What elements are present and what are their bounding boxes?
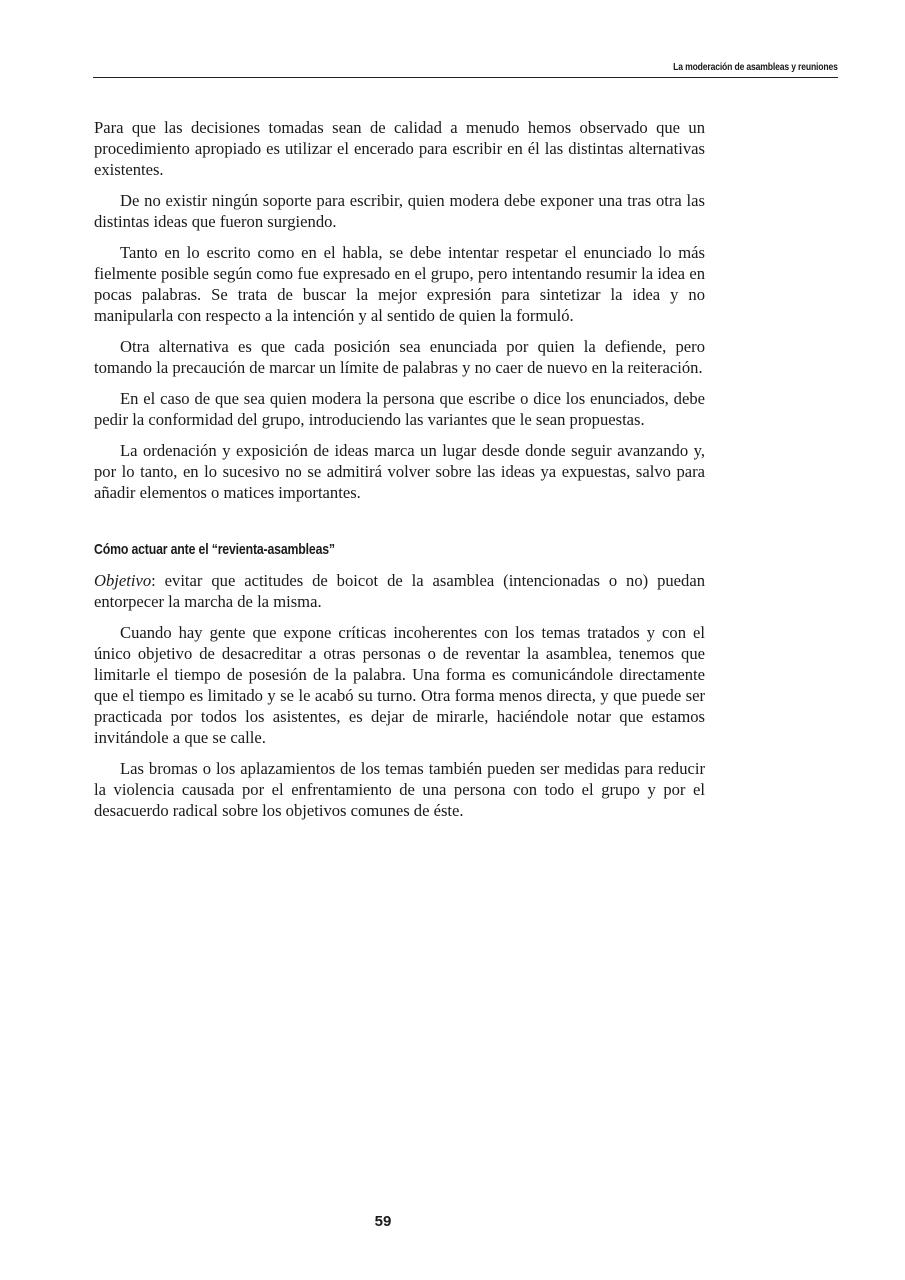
objective-label: Objetivo [94,571,152,590]
body-paragraph: Cuando hay gente que expone críticas incoherentes con los temas tratados y con el único objetivo de desacreditar a otras personas o de reventar la asamblea, tenemos que limitarle el tiempo de posesión de la palabra. Una forma es comunicándole directamente que el tiempo es limitado y se le acabó su turno. Otra forma menos directa, y que puede ser practicada por todos los asistentes, es dejar de mirarle, haciéndole notar que estamos invitándole a que se calle. [94,623,705,747]
body-paragraph: Para que las decisiones tomadas sean de calidad a menudo hemos observado que un procedimiento apropiado es utilizar el encerado para escribir en él las distintas alternativas existentes. [94,118,705,179]
page-number: 59 [374,1213,392,1230]
running-header-title: La moderación de asambleas y reuniones [673,61,838,73]
running-header [93,59,838,78]
objective-text: : evitar que actitudes de boicot de la asamblea (intencionadas o no) puedan entorpecer la marcha de la misma. [94,571,705,611]
body-paragraph: De no existir ningún soporte para escribir, quien modera debe exponer una tras otra las distintas ideas que fueron surgiendo. [94,191,705,231]
body-paragraph: Tanto en lo escrito como en el habla, se debe intentar respetar el enunciado lo más fielmente posible según como fue expresado en el grupo, pero intentando resumir la idea en pocas palabras. Se trata de buscar la mejor expresión para sintetizar la idea y no manipularla con respecto a la intención y al sentido de quien la formuló. [94,243,705,325]
body-paragraph: La ordenación y exposición de ideas marca un lugar desde donde seguir avanzando y, por lo tanto, en lo sucesivo no se admitirá volver sobre las ideas ya expuestas, salvo para añadir elementos o matices importantes. [94,441,705,502]
objective-paragraph [94,570,705,612]
page-body [94,117,705,831]
body-paragraph: Las bromas o los aplazamientos de los temas también pueden ser medidas para reducir la violencia causada por el enfrentamiento de una persona con todo el grupo y por el desacuerdo radical sobre los objetivos comunes de éste. [94,759,705,820]
body-paragraph: Otra alternativa es que cada posición sea enunciada por quien la defiende, pero tomando la precaución de marcar un límite de palabras y no caer de nuevo en la reiteración. [94,337,705,377]
section-heading: Cómo actuar ante el “revienta-asambleas” [94,541,335,558]
body-paragraph: En el caso de que sea quien modera la persona que escribe o dice los enunciados, debe pedir la conformidad del grupo, introduciendo las variantes que le sean propuestas. [94,389,705,429]
